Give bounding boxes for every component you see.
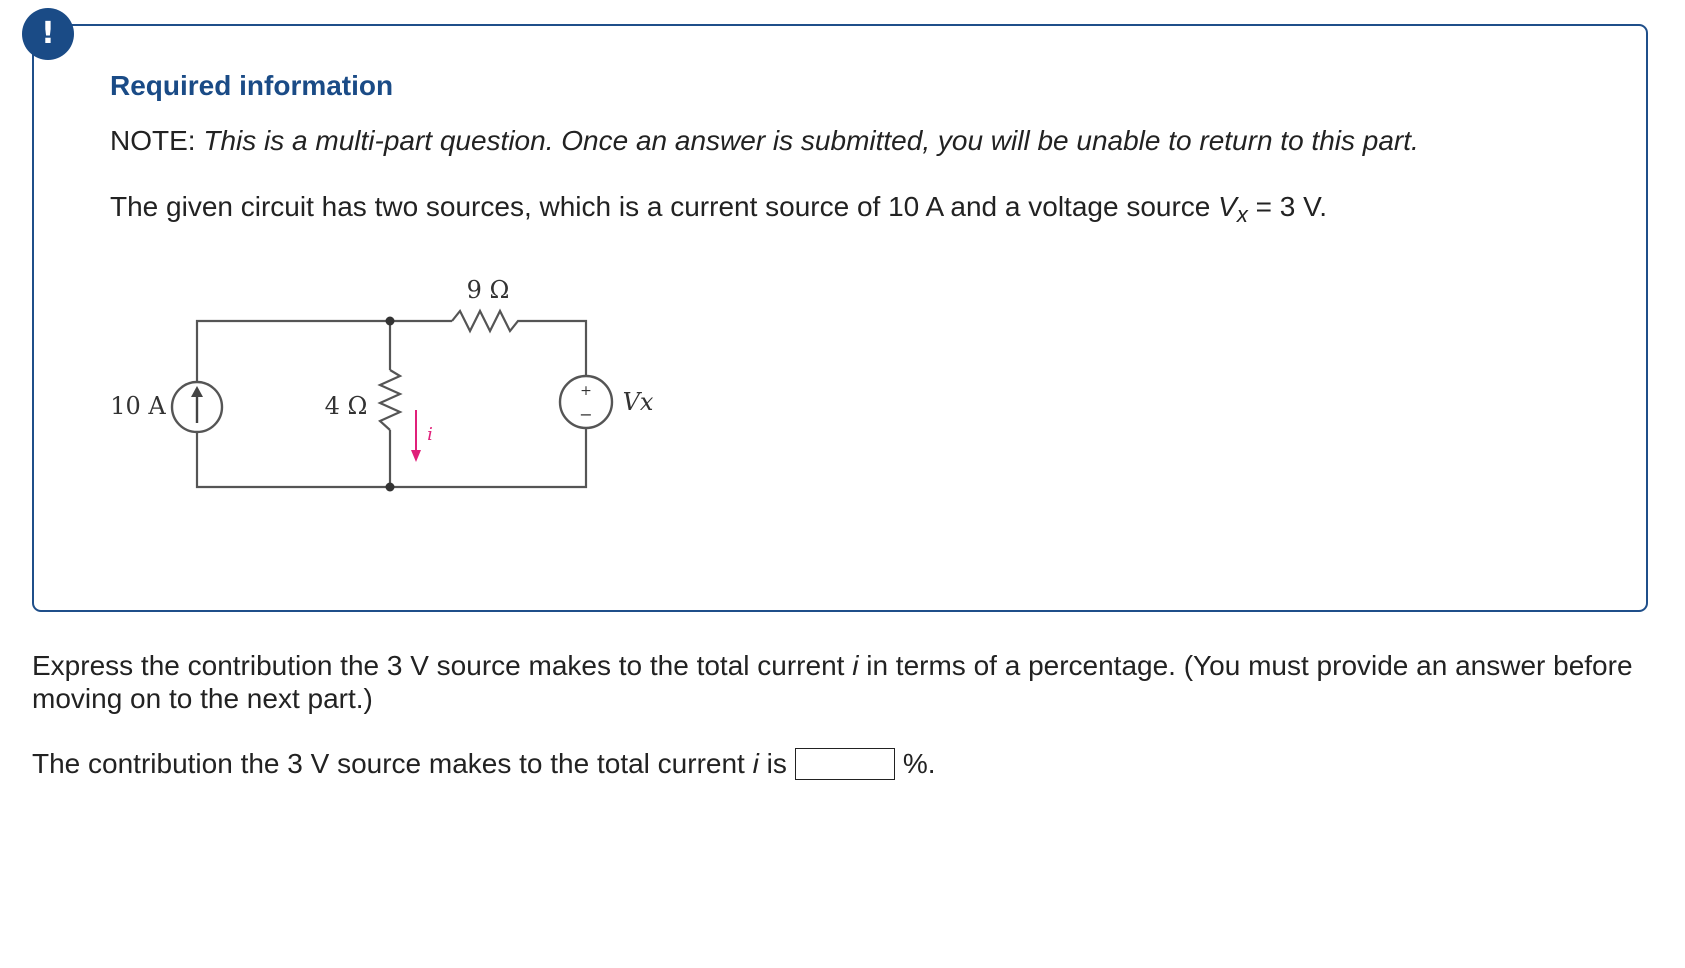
question-text-before: Express the contribution the 3 V source makes to the total current [32, 650, 845, 681]
resistor-4-ohm [380, 370, 400, 430]
node-top [386, 317, 395, 326]
question-var-i: i [852, 650, 859, 681]
percentage-answer-input[interactable] [795, 748, 895, 780]
circuit-diagram [100, 270, 680, 510]
note-prefix: NOTE: [110, 125, 196, 156]
required-info-title: Required information [110, 70, 394, 101]
answer-var-i: i [752, 748, 759, 779]
note-body: This is a multi-part question. Once an answer is submitted, you will be unable to return to this part. [203, 125, 1419, 156]
note-text [110, 124, 1450, 157]
resistor-9-label: 9 Ω [466, 276, 510, 304]
resistor-9-ohm [452, 311, 522, 331]
answer-label-before: The contribution the 3 V source makes to the total current [32, 748, 745, 779]
alert-icon: ! [22, 8, 74, 60]
question-text-after: in terms of a percentage. (You must provide an answer before moving on to the next part.) [32, 650, 1633, 714]
voltage-source-plus: + [580, 383, 592, 399]
circuit-description [110, 190, 1327, 225]
current-source-label: 10 A [110, 392, 166, 420]
question-text [32, 649, 1642, 715]
wire-top-left [197, 321, 390, 395]
node-bottom [386, 483, 395, 492]
answer-unit: %. [902, 748, 936, 779]
wire-bottom [197, 425, 586, 487]
answer-label-after: is [766, 748, 787, 779]
voltage-source-minus: − [579, 405, 593, 424]
voltage-source-label: Vx [622, 388, 654, 416]
answer-line [32, 746, 936, 782]
circuit-description-text: The given circuit has two sources, which is a current source of 10 A and a voltage source [110, 191, 1211, 222]
current-arrow-head [411, 450, 421, 462]
current-i-label: i [427, 424, 433, 445]
circuit-description-tail: = 3 V. [1255, 191, 1327, 222]
resistor-4-label: 4 Ω [324, 392, 368, 420]
wire-top-right [522, 321, 586, 377]
vx-variable: V [1218, 191, 1237, 222]
vx-subscript: x [1236, 202, 1248, 227]
